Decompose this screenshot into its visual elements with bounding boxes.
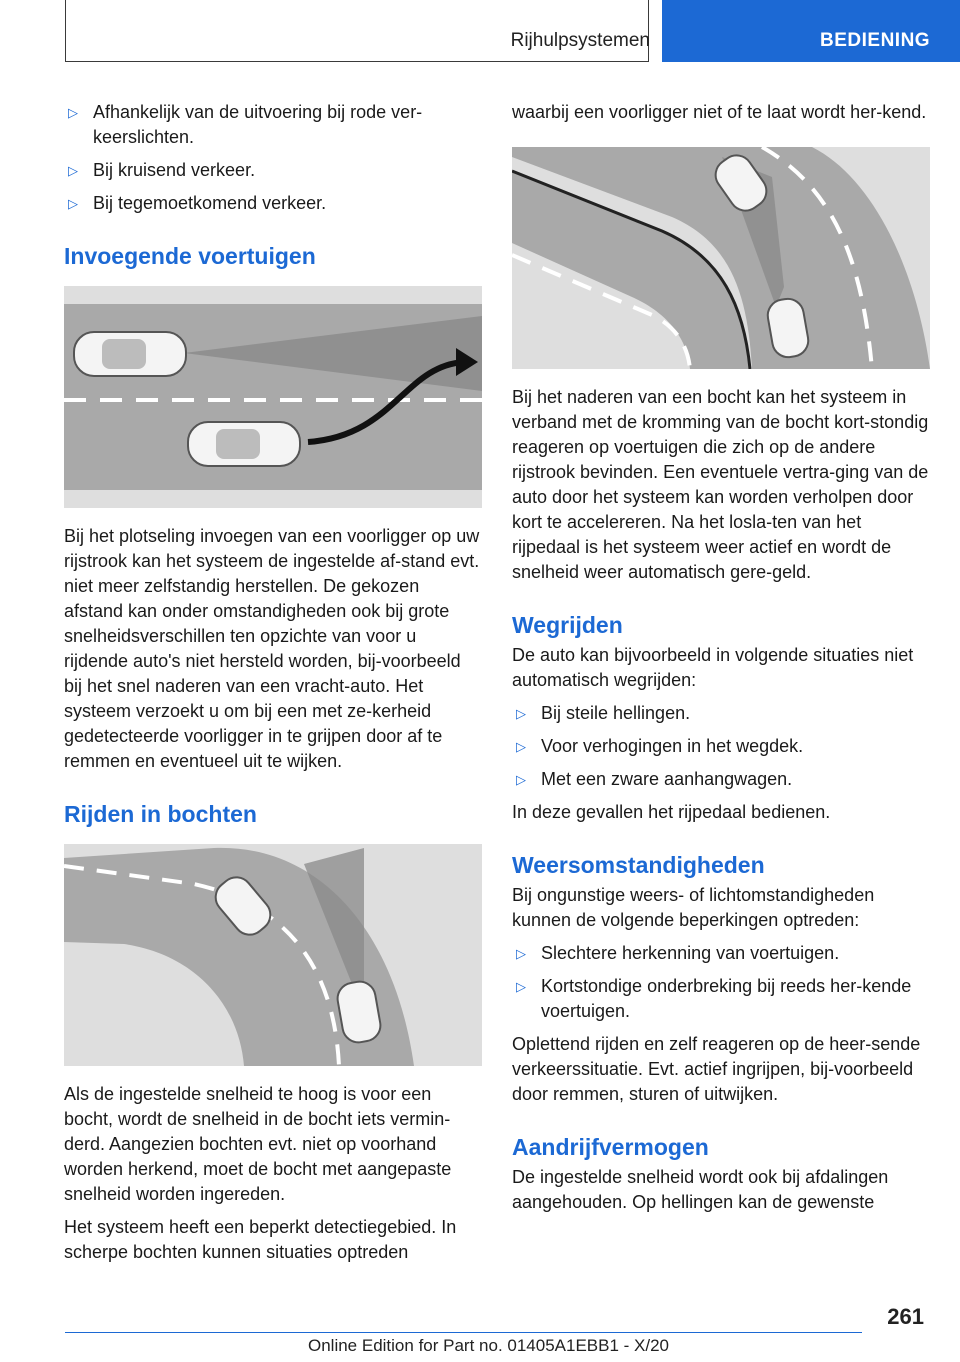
- triangle-bullet-icon: ▷: [516, 706, 526, 721]
- list-item: ▷ Bij kruisend verkeer.: [64, 158, 482, 183]
- drive-power-text: De ingestelde snelheid wordt ook bij afdalingen aangehouden. Op hellingen kan de gewenste: [512, 1167, 889, 1212]
- heading-drive-power: Aandrijfvermogen: [512, 1134, 709, 1160]
- curve-driving-illustration: [64, 844, 482, 1066]
- page-number: 261: [887, 1304, 924, 1329]
- chapter-title: BEDIENING: [820, 30, 931, 51]
- triangle-bullet-icon: ▷: [68, 196, 78, 211]
- list-item: ▷ Bij steile hellingen.: [512, 701, 930, 726]
- merging-car-icon: [188, 422, 300, 466]
- list-item: ▷ Kortstondige onderbreking bij reeds her-kende voertuigen.: [516, 976, 912, 1021]
- curve-lane-text: Bij het naderen van een bocht kan het systeem in verband met de kromming van de bocht kort-stondig reageren op voertuigen die zich op de andere rijstrook bevinden. Een eventuele vertra-ging van de auto door het systeem kan worden verholpen door kort te accelereren. Na het losla-ten van het rijpedaal is het systeem weer actief en wordt de snelheid weer automatisch gere-geld.: [512, 387, 929, 582]
- triangle-bullet-icon: ▷: [68, 163, 78, 178]
- weather-intro: Bij ongunstige weers- of lichtomstandigheden kunnen de volgende beperkingen optreden:: [512, 885, 875, 930]
- pull-away-outro: In deze gevallen het rijpedaal bedienen.: [512, 802, 831, 822]
- merging-vehicle-illustration: [64, 286, 482, 508]
- curve-lane-illustration: [512, 147, 930, 369]
- triangle-bullet-icon: ▷: [516, 739, 526, 754]
- curves-text-1: Als de ingestelde snelheid te hoog is voor een bocht, wordt de snelheid in de bocht iets vermin-derd. Aangezien bochten evt. niet op voorhand worden herkend, moet de bocht met aangepaste snelheid worden ingereden.: [64, 1084, 452, 1204]
- curves-text-2: Het systeem heeft een beperkt detectiegebied. In scherpe bochten kunnen situaties optreden: [64, 1217, 457, 1262]
- left-column: [64, 100, 482, 1273]
- pull-away-intro: De auto kan bijvoorbeeld in volgende situaties niet automatisch wegrijden:: [512, 645, 914, 690]
- list-item: ▷ Afhankelijk van de uitvoering bij rode ver-keerslichten.: [68, 102, 423, 147]
- triangle-bullet-icon: ▷: [516, 979, 526, 994]
- weather-outro: Oplettend rijden en zelf reageren op de heer-sende verkeerssituatie. Evt. actief ingrijpen, bij-voorbeeld door remmen, sturen of uitwijken.: [512, 1034, 921, 1104]
- list-item: ▷ Slechtere herkenning van voertuigen.: [512, 941, 930, 966]
- heading-pull-away: Wegrijden: [512, 612, 623, 638]
- edition-note: Online Edition for Part no. 01405A1EBB1 - X/20: [308, 1336, 670, 1355]
- merging-text: Bij het plotseling invoegen van een voorligger op uw rijstrook kan het systeem de ingestelde af-stand evt. niet meer zelfstandig herstellen. De gekozen afstand kan onder omstandigheden ook bij grote snelheidsverschillen ten opzichte van voor u rijdende auto's niet hersteld worden, bij-voorbeeld bij het snel naderen van een vracht-auto. Het systeem verzoekt u om bij een met ze-kerheid gedetecteerde voorligger in te grijpen door af te remmen en eventueel uit te wijken.: [64, 526, 480, 771]
- list-item: ▷ Met een zware aanhangwagen.: [512, 767, 930, 792]
- heading-curves: Rijden in bochten: [64, 801, 257, 827]
- right-column: [512, 100, 930, 1223]
- triangle-bullet-icon: ▷: [516, 946, 526, 961]
- continuation-text: waarbij een voorligger niet of te laat wordt her-kend.: [512, 102, 927, 122]
- heading-weather: Weersomstandigheden: [512, 852, 765, 878]
- heading-merging-vehicles: Invoegende voertuigen: [64, 243, 316, 269]
- triangle-bullet-icon: ▷: [68, 105, 78, 120]
- footer-divider: [65, 1332, 862, 1333]
- list-item: ▷ Bij tegemoetkomend verkeer.: [64, 191, 482, 216]
- list-item: ▷ Voor verhogingen in het wegdek.: [512, 734, 930, 759]
- front-car-icon: [74, 332, 186, 376]
- triangle-bullet-icon: ▷: [516, 772, 526, 787]
- section-title: Rijhulpsystemen: [510, 30, 650, 51]
